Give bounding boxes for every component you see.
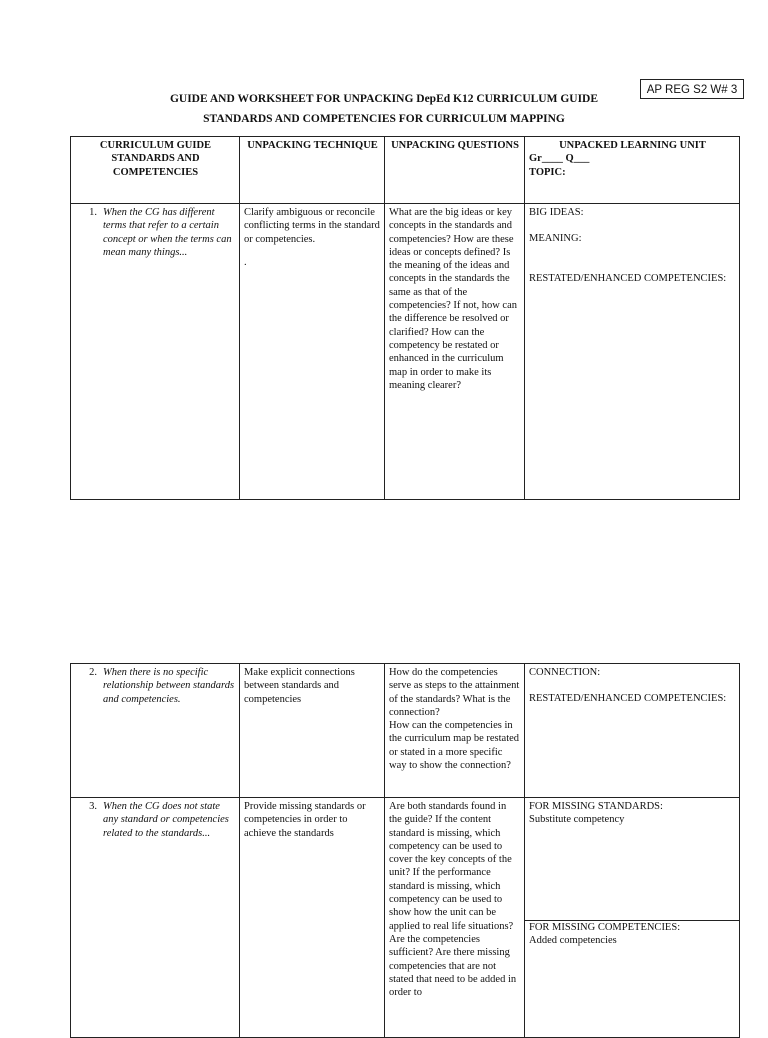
- table-row: [71, 664, 740, 798]
- technique-text: Make explicit connections between standards and competencies: [244, 667, 355, 705]
- header-row: [71, 137, 740, 204]
- missing-standards-section: [525, 798, 739, 921]
- questions-text-a: Are both standards found in the guide? If the content standard is missing, which competency can be used to cover the key concepts of the unit? If the performance standard is missing, which competency can be used to show how the unit can be applied to real life situations?: [389, 801, 514, 932]
- cg-text: When there is no specific relationship between standards and competencies.: [103, 667, 235, 705]
- technique-cell: [240, 798, 385, 1038]
- substitute-competency-label: Substitute competency: [529, 814, 625, 826]
- row-number: 3.: [89, 801, 97, 812]
- table-row: [71, 204, 740, 500]
- learning-unit-cell: [525, 204, 740, 500]
- cg-text: When the CG does not state any standard or competencies related to the standards...: [103, 801, 229, 839]
- questions-text-b: Are the competencies sufficient? Are there missing competencies that are not stated that need to be added in order to: [389, 933, 517, 999]
- unit-connection: CONNECTION:: [529, 667, 601, 678]
- row-number: 1.: [89, 207, 97, 218]
- added-competencies-label: Added competencies: [529, 935, 617, 947]
- cg-cell: [71, 664, 240, 798]
- header-learning-unit-title: UNPACKED LEARNING UNIT: [559, 140, 706, 151]
- questions-text-b: How can the competencies in the curriculum map be restated or stated in a more specific way to show the connection?: [389, 720, 520, 772]
- questions-cell: [385, 204, 525, 500]
- header-topic: TOPIC:: [529, 166, 566, 178]
- technique-text: Provide missing standards or competencies in order to achieve the standards: [244, 801, 366, 839]
- questions-text: What are the big ideas or key concepts in the standards and competencies? How are these ideas or concepts defined? Is the meaning of the ideas and concepts in the standards the same as that of the competencies? If not, how can the difference be resolved or clarified? How can the competency be restated or enhanced in the curriculum map in order to make its meaning clearer?: [389, 207, 517, 391]
- missing-standards-title: FOR MISSING STANDARDS:: [529, 801, 663, 812]
- questions-cell: [385, 798, 525, 1038]
- cg-text: When the CG has different terms that refer to a certain concept or when the terms can mean many things...: [103, 207, 232, 258]
- worksheet-table-2: [70, 663, 740, 1038]
- header-questions: UNPACKING QUESTIONS: [385, 137, 525, 204]
- document-title: GUIDE AND WORKSHEET FOR UNPACKING DepEd K12 CURRICULUM GUIDE: [169, 93, 599, 105]
- header-grade-quarter: Gr____ Q___: [529, 153, 590, 165]
- technique-text: Clarify ambiguous or reconcile conflicting terms in the standard or competencies.: [244, 207, 380, 245]
- questions-text-a: How do the competencies serve as steps to the attainment of the standards? What is the connection?: [389, 667, 520, 718]
- document-subtitle: STANDARDS AND COMPETENCIES FOR CURRICULUM MAPPING: [203, 113, 565, 125]
- worksheet-table-1: [70, 136, 740, 500]
- technique-cell: [240, 664, 385, 798]
- row-number: 2.: [89, 667, 97, 678]
- questions-cell: [385, 664, 525, 798]
- header-cg-standards: CURRICULUM GUIDE STANDARDS AND COMPETENCIES: [71, 137, 240, 204]
- table-row: [71, 798, 740, 1038]
- cg-cell: [71, 204, 240, 500]
- technique-extra: .: [244, 256, 247, 268]
- technique-cell: [240, 204, 385, 500]
- unit-restated-competencies: RESTATED/ENHANCED COMPETENCIES:: [529, 272, 727, 284]
- learning-unit-cell: [525, 664, 740, 798]
- unit-big-ideas: BIG IDEAS:: [529, 207, 584, 218]
- cg-cell: [71, 798, 240, 1038]
- missing-competencies-title: FOR MISSING COMPETENCIES:: [529, 922, 681, 933]
- header-technique: UNPACKING TECHNIQUE: [240, 137, 385, 204]
- header-learning-unit: [525, 137, 740, 204]
- unit-restated-competencies: RESTATED/ENHANCED COMPETENCIES:: [529, 693, 727, 705]
- document-code-box: AP REG S2 W# 3: [640, 79, 744, 99]
- learning-unit-cell: [525, 798, 740, 1038]
- unit-meaning: MEANING:: [529, 233, 582, 245]
- missing-competencies-section: [525, 921, 739, 948]
